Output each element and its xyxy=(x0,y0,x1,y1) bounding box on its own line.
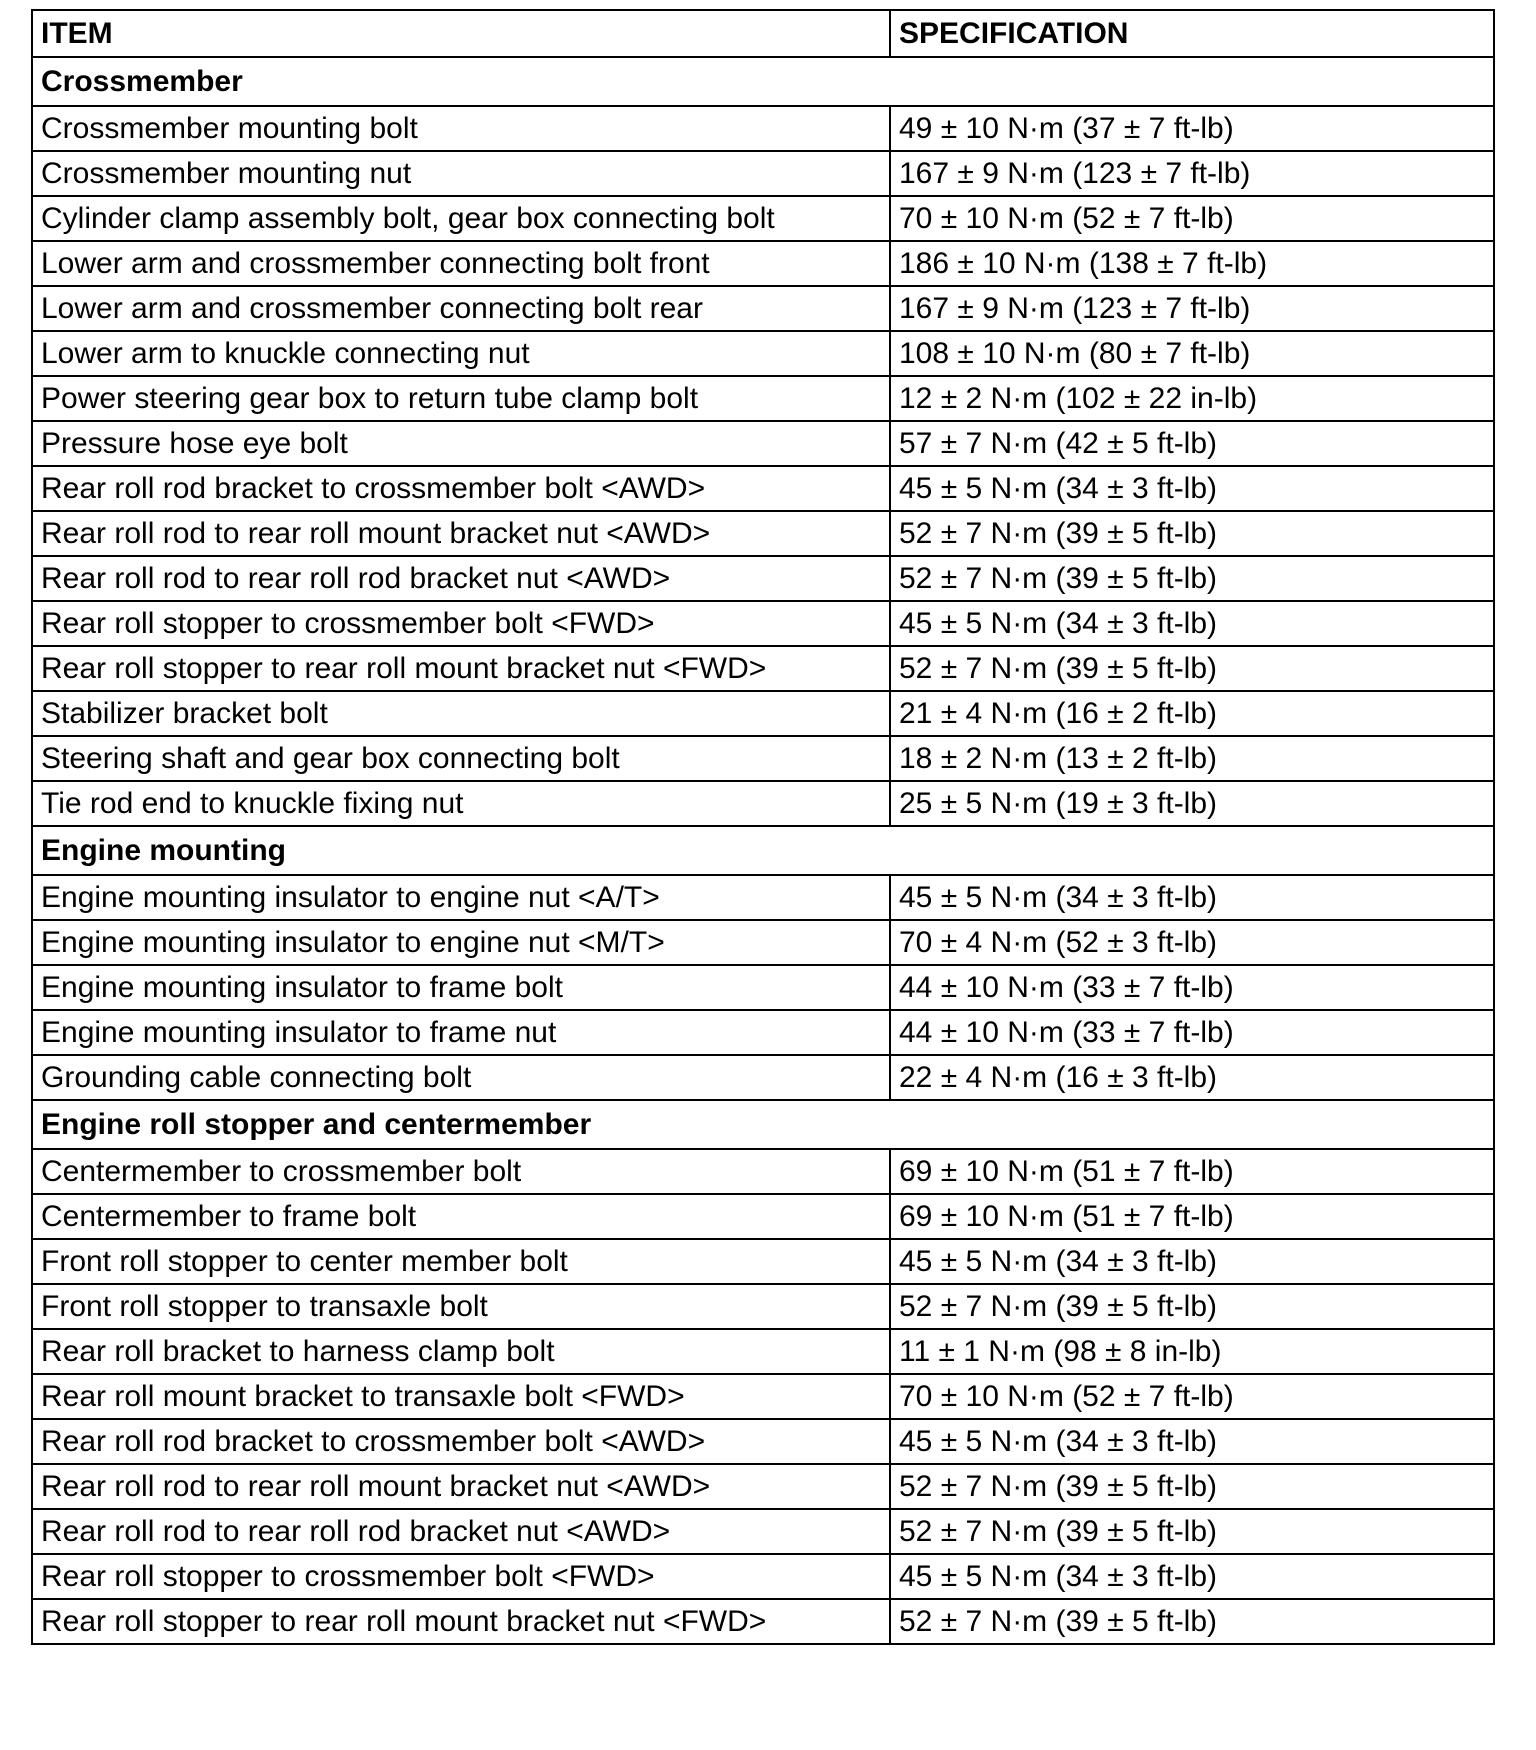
table-row xyxy=(32,1554,1494,1599)
item-cell: Rear roll bracket to harness clamp bolt xyxy=(32,1329,890,1374)
item-cell: Cylinder clamp assembly bolt, gear box connecting bolt xyxy=(32,196,890,241)
item-cell: Grounding cable connecting bolt xyxy=(32,1055,890,1100)
table-row xyxy=(32,1239,1494,1284)
table-row xyxy=(32,1194,1494,1239)
table-row xyxy=(32,556,1494,601)
table-row xyxy=(32,736,1494,781)
section-row xyxy=(32,1100,1494,1149)
section-title: Crossmember xyxy=(32,57,1494,106)
table-row xyxy=(32,511,1494,556)
table-row xyxy=(32,1284,1494,1329)
specification-cell: 52 ± 7 N·m (39 ± 5 ft-lb) xyxy=(890,646,1494,691)
item-cell: Centermember to frame bolt xyxy=(32,1194,890,1239)
item-cell: Rear roll stopper to rear roll mount bracket nut <FWD> xyxy=(32,646,890,691)
table-row xyxy=(32,421,1494,466)
table-row xyxy=(32,1149,1494,1194)
table-row xyxy=(32,1599,1494,1644)
item-cell: Engine mounting insulator to frame nut xyxy=(32,1010,890,1055)
item-cell: Lower arm to knuckle connecting nut xyxy=(32,331,890,376)
table-row xyxy=(32,691,1494,736)
specification-cell: 70 ± 4 N·m (52 ± 3 ft-lb) xyxy=(890,920,1494,965)
specification-cell: 52 ± 7 N·m (39 ± 5 ft-lb) xyxy=(890,1464,1494,1509)
table-row xyxy=(32,646,1494,691)
specification-cell: 52 ± 7 N·m (39 ± 5 ft-lb) xyxy=(890,1284,1494,1329)
table-row xyxy=(32,286,1494,331)
table-row xyxy=(32,1055,1494,1100)
table-row xyxy=(32,331,1494,376)
item-cell: Pressure hose eye bolt xyxy=(32,421,890,466)
table-row xyxy=(32,1464,1494,1509)
item-cell: Lower arm and crossmember connecting bolt front xyxy=(32,241,890,286)
item-cell: Engine mounting insulator to frame bolt xyxy=(32,965,890,1010)
item-cell: Rear roll stopper to rear roll mount bracket nut <FWD> xyxy=(32,1599,890,1644)
table-row xyxy=(32,920,1494,965)
item-cell: Crossmember mounting nut xyxy=(32,151,890,196)
specification-cell: 45 ± 5 N·m (34 ± 3 ft-lb) xyxy=(890,1554,1494,1599)
specification-cell: 45 ± 5 N·m (34 ± 3 ft-lb) xyxy=(890,1419,1494,1464)
table-row xyxy=(32,1509,1494,1554)
table-header-row xyxy=(32,10,1494,57)
item-cell: Rear roll stopper to crossmember bolt <FWD> xyxy=(32,601,890,646)
specification-cell: 52 ± 7 N·m (39 ± 5 ft-lb) xyxy=(890,556,1494,601)
torque-spec-table xyxy=(31,9,1495,1645)
specification-cell: 18 ± 2 N·m (13 ± 2 ft-lb) xyxy=(890,736,1494,781)
table-row xyxy=(32,196,1494,241)
table-body xyxy=(32,57,1494,1644)
specification-cell: 12 ± 2 N·m (102 ± 22 in-lb) xyxy=(890,376,1494,421)
section-row xyxy=(32,57,1494,106)
table-row xyxy=(32,106,1494,151)
item-cell: Rear roll rod to rear roll rod bracket nut <AWD> xyxy=(32,556,890,601)
table-row xyxy=(32,1374,1494,1419)
item-cell: Front roll stopper to center member bolt xyxy=(32,1239,890,1284)
section-row xyxy=(32,826,1494,875)
specification-column-header: SPECIFICATION xyxy=(890,10,1494,57)
item-cell: Engine mounting insulator to engine nut <A/T> xyxy=(32,875,890,920)
item-column-header: ITEM xyxy=(32,10,890,57)
item-cell: Rear roll rod bracket to crossmember bolt <AWD> xyxy=(32,466,890,511)
item-cell: Rear roll rod to rear roll mount bracket nut <AWD> xyxy=(32,511,890,556)
item-cell: Rear roll rod bracket to crossmember bolt <AWD> xyxy=(32,1419,890,1464)
table-row xyxy=(32,151,1494,196)
item-cell: Tie rod end to knuckle fixing nut xyxy=(32,781,890,826)
specification-cell: 57 ± 7 N·m (42 ± 5 ft-lb) xyxy=(890,421,1494,466)
specification-cell: 45 ± 5 N·m (34 ± 3 ft-lb) xyxy=(890,1239,1494,1284)
table-row xyxy=(32,875,1494,920)
specification-cell: 69 ± 10 N·m (51 ± 7 ft-lb) xyxy=(890,1149,1494,1194)
specification-cell: 70 ± 10 N·m (52 ± 7 ft-lb) xyxy=(890,1374,1494,1419)
item-cell: Rear roll stopper to crossmember bolt <FWD> xyxy=(32,1554,890,1599)
specification-cell: 49 ± 10 N·m (37 ± 7 ft-lb) xyxy=(890,106,1494,151)
table-row xyxy=(32,1010,1494,1055)
table-row xyxy=(32,466,1494,511)
specification-cell: 52 ± 7 N·m (39 ± 5 ft-lb) xyxy=(890,1599,1494,1644)
table-row xyxy=(32,965,1494,1010)
item-cell: Lower arm and crossmember connecting bolt rear xyxy=(32,286,890,331)
specification-cell: 186 ± 10 N·m (138 ± 7 ft-lb) xyxy=(890,241,1494,286)
item-cell: Rear roll rod to rear roll rod bracket nut <AWD> xyxy=(32,1509,890,1554)
specification-cell: 11 ± 1 N·m (98 ± 8 in-lb) xyxy=(890,1329,1494,1374)
item-cell: Power steering gear box to return tube clamp bolt xyxy=(32,376,890,421)
table-row xyxy=(32,781,1494,826)
item-cell: Engine mounting insulator to engine nut <M/T> xyxy=(32,920,890,965)
table-row xyxy=(32,601,1494,646)
item-cell: Stabilizer bracket bolt xyxy=(32,691,890,736)
specification-cell: 25 ± 5 N·m (19 ± 3 ft-lb) xyxy=(890,781,1494,826)
section-title: Engine roll stopper and centermember xyxy=(32,1100,1494,1149)
specification-cell: 21 ± 4 N·m (16 ± 2 ft-lb) xyxy=(890,691,1494,736)
specification-cell: 44 ± 10 N·m (33 ± 7 ft-lb) xyxy=(890,1010,1494,1055)
item-cell: Crossmember mounting bolt xyxy=(32,106,890,151)
table-row xyxy=(32,241,1494,286)
specification-cell: 44 ± 10 N·m (33 ± 7 ft-lb) xyxy=(890,965,1494,1010)
specification-cell: 52 ± 7 N·m (39 ± 5 ft-lb) xyxy=(890,1509,1494,1554)
item-cell: Steering shaft and gear box connecting bolt xyxy=(32,736,890,781)
specification-cell: 45 ± 5 N·m (34 ± 3 ft-lb) xyxy=(890,466,1494,511)
specification-cell: 52 ± 7 N·m (39 ± 5 ft-lb) xyxy=(890,511,1494,556)
item-cell: Rear roll rod to rear roll mount bracket nut <AWD> xyxy=(32,1464,890,1509)
item-cell: Rear roll mount bracket to transaxle bolt <FWD> xyxy=(32,1374,890,1419)
specification-cell: 108 ± 10 N·m (80 ± 7 ft-lb) xyxy=(890,331,1494,376)
specification-cell: 22 ± 4 N·m (16 ± 3 ft-lb) xyxy=(890,1055,1494,1100)
specification-cell: 69 ± 10 N·m (51 ± 7 ft-lb) xyxy=(890,1194,1494,1239)
specification-cell: 167 ± 9 N·m (123 ± 7 ft-lb) xyxy=(890,286,1494,331)
section-title: Engine mounting xyxy=(32,826,1494,875)
table-row xyxy=(32,1419,1494,1464)
item-cell: Front roll stopper to transaxle bolt xyxy=(32,1284,890,1329)
specification-cell: 45 ± 5 N·m (34 ± 3 ft-lb) xyxy=(890,875,1494,920)
table-row xyxy=(32,1329,1494,1374)
specification-cell: 70 ± 10 N·m (52 ± 7 ft-lb) xyxy=(890,196,1494,241)
item-cell: Centermember to crossmember bolt xyxy=(32,1149,890,1194)
table-row xyxy=(32,376,1494,421)
specification-cell: 167 ± 9 N·m (123 ± 7 ft-lb) xyxy=(890,151,1494,196)
specification-cell: 45 ± 5 N·m (34 ± 3 ft-lb) xyxy=(890,601,1494,646)
